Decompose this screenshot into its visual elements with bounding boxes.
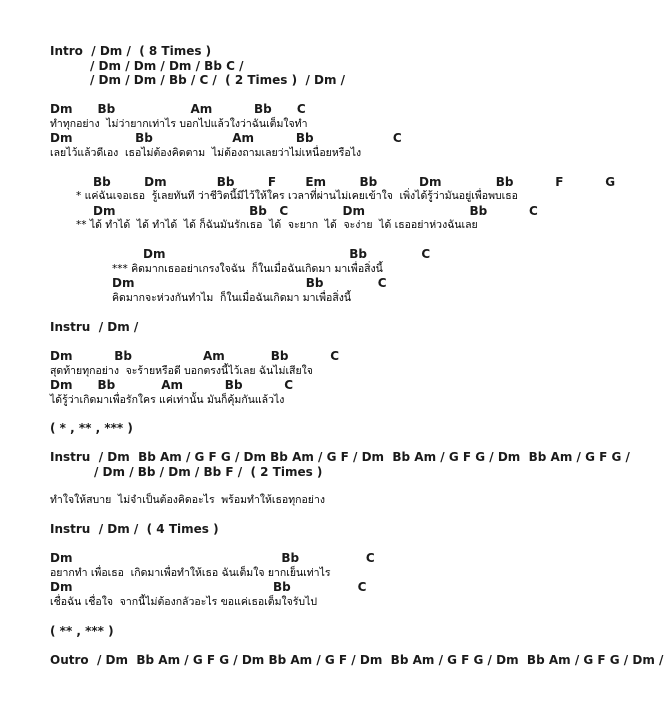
chord-line: Dm Bb C	[112, 276, 387, 290]
lyric-line: เชื่อฉัน เชื่อใจ จากนี้ไม่ต้องกลัวอะไร ขอแค่เธอเต็มใจรับไป	[50, 596, 318, 608]
chord-line: Dm Bb Am Bb C	[50, 102, 306, 116]
chord-line: / Dm / Bb / Dm / Bb F / ( 2 Times )	[94, 465, 323, 479]
chord-line: Intro / Dm / ( 8 Times )	[50, 44, 212, 58]
lyric-line: ** ได้ ทำได้ ได้ ทำได้ ได้ ก็ฉันมันรักเธอ ได้ จะยาก ได้ จะง่าย ได้ เธออย่าห่วงฉันเลย	[76, 219, 478, 231]
lyric-line: * แค่ฉันเจอเธอ รู้เลยทันที ว่าชีวิตนี้มีไว้ให้ใคร เวลาที่ผ่านไม่เคยเข้าใจ เพิ่งได้รู้ว่ามันอยู่เพื่อพบเธอ	[76, 190, 518, 202]
lyric-line: ทำใจให้สบาย ไม่จำเป็นต้องคิดอะไร พร้อมทำให้เธอทุกอย่าง	[50, 494, 325, 506]
chord-line: / Dm / Dm / Dm / Bb C /	[90, 59, 244, 73]
chord-line: / Dm / Dm / Bb / C / ( 2 Times ) / Dm /	[90, 73, 346, 87]
lyric-line: เลยไว้แล้วดีเอง เธอไม่ต้องคิดตาม ไม่ต้องถามเลยว่าไม่เหนื่อยหรือไง	[50, 147, 362, 159]
chord-line: Instru / Dm / ( 4 Times )	[50, 522, 219, 536]
chord-line: Outro / Dm Bb Am / G F G / Dm Bb Am / G F / Dm Bb Am / G F G / Dm Bb Am / G F G / Dm /	[50, 653, 664, 667]
lyric-line: สุดท้ายทุกอย่าง จะร้ายหรือดี บอกตรงนี้ไว้เลย ฉันไม่เสียใจ	[50, 365, 313, 377]
chord-line: ( * , ** , *** )	[50, 421, 133, 435]
chord-line: Dm Bb C	[50, 551, 375, 565]
chord-line: Instru / Dm Bb Am / G F G / Dm Bb Am / G F / Dm Bb Am / G F G / Dm Bb Am / G F G /	[50, 450, 630, 464]
lyric-line: ทำทุกอย่าง ไม่ว่ายากเท่าไร บอกไปแล้วใงว่าฉันเต็มใจทำ	[50, 118, 308, 130]
chord-line: Dm Bb Am Bb C	[50, 349, 340, 363]
chord-line: ( ** , *** )	[50, 624, 114, 638]
chord-line: Dm Bb C Dm Bb C	[93, 204, 538, 218]
chord-line: Dm Bb Am Bb C	[50, 131, 402, 145]
lyric-line: คิดมากจะห่วงกันทำไม ก็ในเมื่อฉันเกิดมา มาเพื่อสิ่งนี้	[112, 292, 352, 304]
chord-line: Dm Bb C	[50, 580, 367, 594]
lyric-line: *** คิดมากเธออย่าเกรงใจฉัน ก็ในเมื่อฉันเกิดมา มาเพื่อสิ่งนี้	[112, 263, 383, 275]
chord-line: Dm Bb C	[143, 247, 431, 261]
chord-line: Bb Dm Bb F Em Bb Dm Bb F G	[93, 175, 616, 189]
lyric-line: ได้รู้ว่าเกิดมาเพื่อรักใคร แค่เท่านั้น มันก็คุ้มกันแล้วไง	[50, 394, 285, 406]
chord-line: Dm Bb Am Bb C	[50, 378, 294, 392]
lyric-line: อยากทำ เพื่อเธอ เกิดมาเพื่อทำให้เธอ ฉันเต็มใจ ยากเย็นเท่าไร	[50, 567, 331, 579]
chord-line: Instru / Dm /	[50, 320, 139, 334]
